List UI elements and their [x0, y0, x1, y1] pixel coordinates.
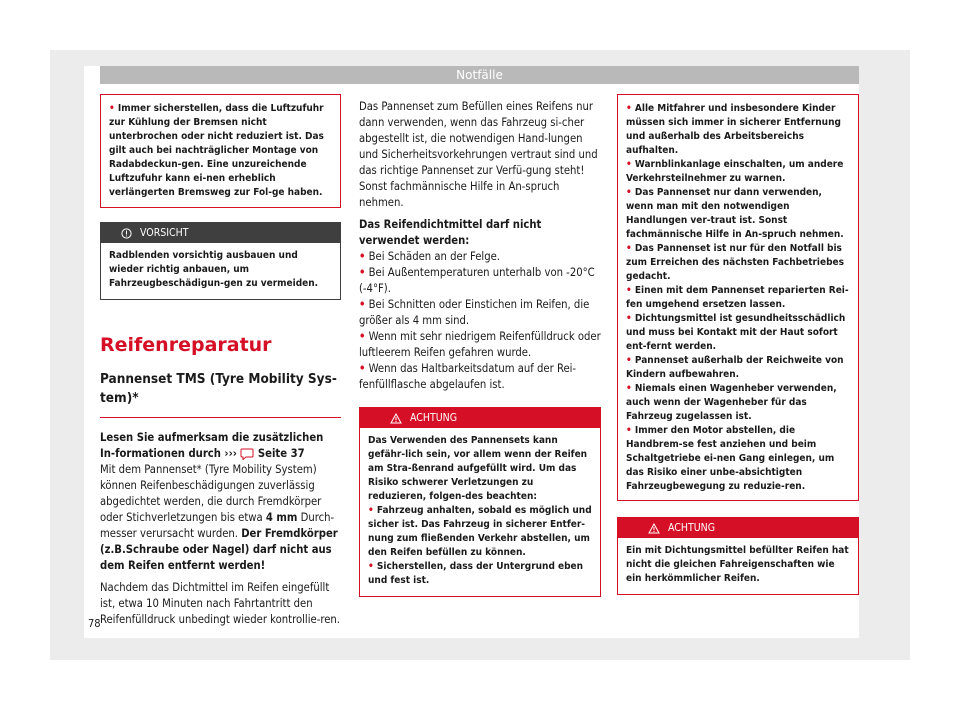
list-item-text: Fahrzeug anhalten, sobald es möglich und sicher ist. Das Fahrzeug in sicherer Entfer-nung zum fließenden Verkehr abstellen, um den Reifen befüllen zu können. — [368, 505, 592, 558]
list-item-text: Das Pannenset ist nur für den Notfall bis zum Erreichen des nächsten Fachbetriebes gedacht. — [626, 243, 845, 282]
section-title: Reifenreparatur — [100, 334, 272, 356]
intro-bold: Lesen Sie aufmerksam die zusätzlichen In-formationen durch ››› — [100, 431, 324, 460]
list-item — [626, 354, 850, 382]
bullet-icon: • — [109, 103, 118, 114]
col2-heading: Das Reifendichtmittel darf nicht verwendet werden: — [359, 218, 542, 247]
col2-bullet-list — [359, 249, 601, 393]
bullet-icon: • — [359, 298, 366, 311]
list-item — [626, 312, 850, 354]
page-number: 78 — [88, 617, 101, 630]
list-item-text: Das Pannenset nur dann verwenden, wenn man mit den notwendigen Handlungen ver-traut ist. Sonst fachmännische Hilfe in An-spruch nehmen. — [626, 187, 844, 240]
list-item — [626, 382, 850, 424]
list-item-text: Dichtungsmittel ist gesundheitsschädlich und muss bei Kontakt mit der Haut sofort ent-fernt werden. — [626, 313, 846, 352]
list-item — [626, 102, 850, 158]
list-item — [368, 504, 592, 560]
para-1-d: Der Fremdkörper (z.B.Schraube oder Nagel) darf nicht aus dem Reifen entfernt werden! — [100, 527, 338, 572]
list-item — [368, 560, 592, 588]
list-item-text: Warnblinkanlage einschalten, um andere Verkehrsteilnehmer zu warnen. — [626, 159, 844, 184]
achtung-body — [360, 428, 600, 596]
para-1 — [100, 462, 341, 574]
subsection-rule — [100, 417, 341, 418]
subsection-title: Pannenset TMS (Tyre Mobility Sys-tem)* — [100, 371, 337, 406]
vorsicht-label: VORSICHT — [140, 227, 189, 239]
column-3 — [617, 94, 859, 595]
intro-text — [100, 430, 341, 462]
vorsicht-header — [101, 223, 340, 243]
list-item-text: Bei Außentemperaturen unterhalb von -20°C (-4°F). — [359, 266, 595, 295]
bullet-icon: • — [626, 425, 632, 436]
para-1-b: 4 mm — [265, 511, 298, 524]
list-item — [359, 249, 601, 265]
list-item-text: Bei Schnitten oder Einstichen im Reifen, die größer als 4 mm sind. — [359, 298, 590, 327]
list-item — [626, 284, 850, 312]
list-item-text: Einen mit dem Pannenset reparierten Rei-fen umgehend ersetzen lassen. — [626, 285, 849, 310]
bullet-icon: • — [626, 355, 632, 366]
list-item-text: Wenn mit sehr niedrigem Reifenfülldruck oder luftleerem Reifen gefahren wurde. — [359, 330, 601, 359]
list-item — [626, 242, 850, 284]
list-item-text: Sicherstellen, dass der Untergrund eben und fest ist. — [368, 561, 584, 586]
para-2: Nachdem das Dichtmittel im Reifen eingefüllt ist, etwa 10 Minuten nach Fahrtantritt den Reifenfülldruck unbedingt wieder kontrollie-ren. — [100, 581, 340, 626]
achtung-label-2: ACHTUNG — [668, 522, 716, 534]
achtung-text-2: Ein mit Dichtungsmittel befüllter Reifen hat nicht die gleichen Fahreigenschaften wie ein herkömmlicher Reifen. — [626, 545, 849, 584]
bullet-icon: • — [359, 250, 366, 263]
bullet-icon: • — [368, 561, 374, 572]
bullet-icon: • — [359, 266, 366, 279]
bullet-icon: • — [626, 187, 632, 198]
info-icon — [121, 228, 132, 239]
list-item — [359, 329, 601, 361]
list-item — [359, 297, 601, 329]
warning-box-continued — [100, 94, 341, 208]
warning-text-content: Immer sicherstellen, dass die Luftzufuhr zur Kühlung der Bremsen nicht unterbrochen oder nicht reduziert ist. Das gilt auch bei nachträglicher Montage von Radabdeckun-gen. Eine unzureichende Luftzufuhr kann ei-nen erheblich verlängerten Bremsweg zur Fol-ge haben. — [109, 103, 324, 198]
bullet-icon: • — [359, 362, 366, 375]
list-item — [359, 361, 601, 393]
bullet-icon: • — [626, 243, 632, 254]
list-item-text: Niemals einen Wagenheber verwenden, auch wenn der Wagenheber für das Fahrzeug zugelassen ist. — [626, 383, 837, 422]
warning-box-continued-2 — [617, 94, 859, 501]
bullet-icon: • — [626, 285, 632, 296]
para-1-a: Mit dem Pannenset* (Tyre Mobility System) können Reifenbeschädigungen zuverlässig abgedichtet werden, die durch Fremdkörper oder Stichverletzungen bis etwa — [100, 463, 322, 524]
page-header: Notfälle — [100, 66, 859, 84]
bullet-icon: • — [359, 330, 366, 343]
list-item-text: Immer den Motor abstellen, die Handbrem-se fest anziehen und beim Schaltgetriebe ei-nen Gang einlegen, um das Risiko einer unbe-absichtigten Fahrzeugbewegung zu reduzie-ren. — [626, 425, 835, 492]
bullet-icon: • — [368, 505, 374, 516]
achtung-intro: Das Verwenden des Pannensets kann gefähr-lich sein, vor allem wenn der Reifen am Stra-ßenrand aufgefüllt wird. Um das Risiko schwerer Verletzungen zu reduzieren, folgen-des beachten: — [368, 435, 588, 502]
bullet-icon: • — [626, 313, 632, 324]
achtung-label: ACHTUNG — [410, 412, 458, 424]
page-ref-link[interactable]: Seite 37 — [257, 447, 305, 460]
achtung-header-2 — [618, 518, 858, 538]
warning-text — [109, 102, 332, 200]
list-item-text: Pannenset außerhalb der Reichweite von Kindern aufbewahren. — [626, 355, 844, 380]
list-item — [359, 265, 601, 297]
col2-para-1: Das Pannenset zum Befüllen eines Reifens nur dann verwenden, wenn das Fahrzeug si-cher abgestellt ist, die notwendigen Hand-lungen und Sicherheitsvorkehrungen vertraut sind und das richtige Pannenset zur Verfü-gung steht! Sonst fachmännische Hilfe in An-spruch nehmen. — [359, 100, 598, 209]
achtung-header — [360, 408, 600, 428]
vorsicht-text: Radblenden vorsichtig ausbauen und wieder richtig anbauen, um Fahrzeugbeschädigun-gen zu vermeiden. — [109, 250, 319, 289]
para-1-c: Durch-messer verursacht wurden. — [100, 511, 335, 540]
list-item-text: Wenn das Haltbarkeitsdatum auf der Rei-fenfüllflasche abgelaufen ist. — [359, 362, 577, 391]
bullet-icon: • — [626, 383, 632, 394]
list-item-text: Bei Schäden an der Felge. — [368, 250, 500, 263]
column-1 — [100, 94, 341, 628]
warning-triangle-icon — [648, 523, 660, 534]
list-item — [626, 424, 850, 494]
achtung-box — [359, 407, 601, 597]
list-item — [626, 186, 850, 242]
achtung-box-2 — [617, 517, 859, 595]
warning-triangle-icon — [390, 413, 402, 424]
list-item — [626, 158, 850, 186]
list-item-text: Alle Mitfahrer und insbesondere Kinder müssen sich immer in sicherer Entfernung und außerhalb des Arbeitsbereichs aufhalten. — [626, 103, 841, 156]
column-2 — [359, 99, 601, 597]
warning-ref-icon — [240, 448, 254, 460]
bullet-icon: • — [626, 159, 632, 170]
vorsicht-box — [100, 222, 341, 300]
bullet-icon: • — [626, 103, 632, 114]
